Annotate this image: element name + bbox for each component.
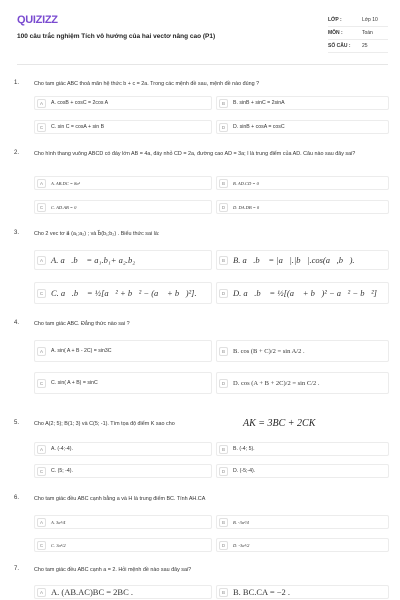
option-text: D. sinB + cosA = cosC — [233, 124, 285, 130]
option-letter: D — [219, 123, 228, 132]
option-c[interactable] — [34, 282, 212, 304]
option-text: D. -3a²/2 — [233, 542, 250, 548]
option-letter: B — [219, 179, 228, 188]
meta-label: LỚP : — [328, 17, 342, 23]
option-c[interactable] — [34, 372, 212, 394]
option-text: B. a⃗.b⃗ = |a⃗|.|b⃗|.cos(a⃗,b⃗). — [233, 255, 355, 265]
option-letter: D — [219, 379, 228, 388]
question-text: Cho tam giác ABC. Đẳng thức nào sai ? — [34, 321, 130, 327]
option-text: A. AB.DC = 8a² — [51, 180, 80, 186]
page-header — [0, 0, 400, 62]
option-d[interactable] — [216, 538, 389, 552]
option-letter: A — [37, 518, 46, 527]
option-letter: B — [219, 347, 228, 356]
option-c[interactable] — [34, 464, 212, 478]
meta-row-class — [328, 14, 388, 27]
option-a[interactable] — [34, 96, 212, 110]
option-text: D. (-5;-4). — [233, 468, 256, 474]
option-letter: D — [219, 541, 228, 550]
option-letter: B — [219, 256, 228, 265]
option-letter: C — [37, 541, 46, 550]
question-number: 1. — [14, 80, 20, 86]
option-text: C. 3a²/2 — [51, 542, 66, 548]
question-number: 5. — [14, 420, 20, 426]
option-letter: A — [37, 256, 46, 265]
option-text: A. sin( A + B - 2C) = sin3C — [51, 348, 112, 354]
question-number: 7. — [14, 566, 20, 572]
option-text: D. DA.DB = 0 — [233, 204, 260, 210]
meta-table — [328, 14, 388, 53]
option-text: C. AD.AB = 0 — [51, 204, 77, 210]
quizizz-logo: QUIZIZZ — [17, 14, 58, 26]
question-text: Cho 2 vec tơ a⃗ (a₁;a₂) ; và b⃗(b₁;b₂) . Biểu thức sai là: — [34, 231, 160, 237]
option-text: A. cosB + cosC = 2cos A — [51, 100, 109, 106]
option-a[interactable] — [34, 585, 212, 599]
option-letter: C — [37, 289, 46, 298]
question-number: 3. — [14, 230, 20, 236]
option-a[interactable] — [34, 442, 212, 456]
option-letter: C — [37, 379, 46, 388]
option-letter: B — [219, 518, 228, 527]
question-number: 6. — [14, 495, 20, 501]
option-text: D. cos (A + B + 2C)/2 = sin C/2 . — [233, 379, 320, 387]
option-d[interactable] — [216, 120, 389, 134]
option-d[interactable] — [216, 200, 389, 214]
header-divider — [17, 64, 388, 65]
option-text: A. 3a²/4 — [51, 519, 66, 525]
option-letter: A — [37, 179, 46, 188]
option-letter: B — [219, 99, 228, 108]
option-b[interactable] — [216, 250, 389, 270]
option-text: A. (AB.AC)BC = 2BC . — [51, 587, 134, 597]
option-a[interactable] — [34, 250, 212, 270]
meta-label: SỐ CÂU : — [328, 43, 351, 49]
option-b[interactable] — [216, 96, 389, 110]
question-text: Cho A(2; 5); B(1; 3) và C(5; -1). Tìm tọa độ điểm K sao cho — [34, 421, 175, 427]
option-text: C. (5; -4). — [51, 468, 73, 474]
option-b[interactable] — [216, 176, 389, 190]
question-formula: AK = 3BC + 2CK — [243, 418, 316, 429]
meta-label: MÔN : — [328, 30, 343, 36]
option-text: C. sin( A + B) = sinC — [51, 380, 98, 386]
meta-row-subject — [328, 27, 388, 40]
option-letter: B — [219, 588, 228, 597]
option-text: A. (-4;-4). — [51, 446, 73, 452]
option-text: B. BC.CA = −2 . — [233, 587, 291, 597]
option-text: C. a⃗.b⃗ = ½[a⃗² + b⃗² − (a⃗ + b⃗)²]. — [51, 288, 197, 298]
document-title: 100 câu trắc nghiệm Tích vô hướng của hai vectơ nâng cao (P1) — [17, 33, 216, 40]
meta-value: 25 — [362, 43, 368, 49]
option-letter: C — [37, 203, 46, 212]
question-number: 2. — [14, 150, 20, 156]
option-d[interactable] — [216, 282, 389, 304]
option-b[interactable] — [216, 585, 389, 599]
option-letter: B — [219, 445, 228, 454]
question-text: Cho tam giác ABC thoả mãn hệ thức b + c = 2a. Trong các mệnh đề sau, mệnh đề nào đúng ? — [34, 81, 260, 87]
option-d[interactable] — [216, 372, 389, 394]
option-text: B. AD.CD = 0 — [233, 180, 259, 186]
option-text: B. sinB + sinC = 2sinA — [233, 100, 285, 106]
option-text: B. -3a²/4 — [233, 519, 249, 525]
option-d[interactable] — [216, 464, 389, 478]
option-letter: D — [219, 289, 228, 298]
question-text: Cho tam giác đều ABC cạnh bằng a và H là trung điểm BC. Tính AH.CA — [34, 496, 206, 502]
question-text: Cho tam giác đều ABC cạnh a = 2. Hỏi mệnh đề nào sau đây sai? — [34, 567, 192, 573]
meta-row-count — [328, 40, 388, 53]
option-letter: A — [37, 588, 46, 597]
option-letter: A — [37, 99, 46, 108]
option-text: C. sin C = cosA + sin B — [51, 124, 105, 130]
option-text: B. cos (B + C)/2 = sin A/2 . — [233, 347, 305, 355]
option-c[interactable] — [34, 538, 212, 552]
option-letter: A — [37, 445, 46, 454]
option-c[interactable] — [34, 200, 212, 214]
option-b[interactable] — [216, 442, 389, 456]
option-b[interactable] — [216, 515, 389, 529]
option-letter: C — [37, 467, 46, 476]
option-a[interactable] — [34, 176, 212, 190]
option-b[interactable] — [216, 340, 389, 362]
option-text: D. a⃗.b⃗ = ½[(a⃗ + b⃗)² − a⃗² − b⃗²] — [233, 288, 377, 298]
option-a[interactable] — [34, 340, 212, 362]
option-letter: D — [219, 203, 228, 212]
question-text: Cho hình thang vuông ABCD có đáy lớn AB = 4a, đáy nhỏ CD = 2a, đường cao AD = 3a; I là trung điểm của AD. Câu nào sau đây sai? — [34, 151, 356, 157]
meta-value: Toán — [362, 30, 373, 36]
option-letter: D — [219, 467, 228, 476]
option-letter: C — [37, 123, 46, 132]
option-text: B. (-4; 5). — [233, 446, 255, 452]
option-c[interactable] — [34, 120, 212, 134]
question-number: 4. — [14, 320, 20, 326]
option-letter: A — [37, 347, 46, 356]
meta-value: Lớp 10 — [362, 17, 378, 23]
option-text: A. a⃗.b⃗ = a₁.b₁+ a₂.b₂ — [51, 255, 136, 265]
option-a[interactable] — [34, 515, 212, 529]
